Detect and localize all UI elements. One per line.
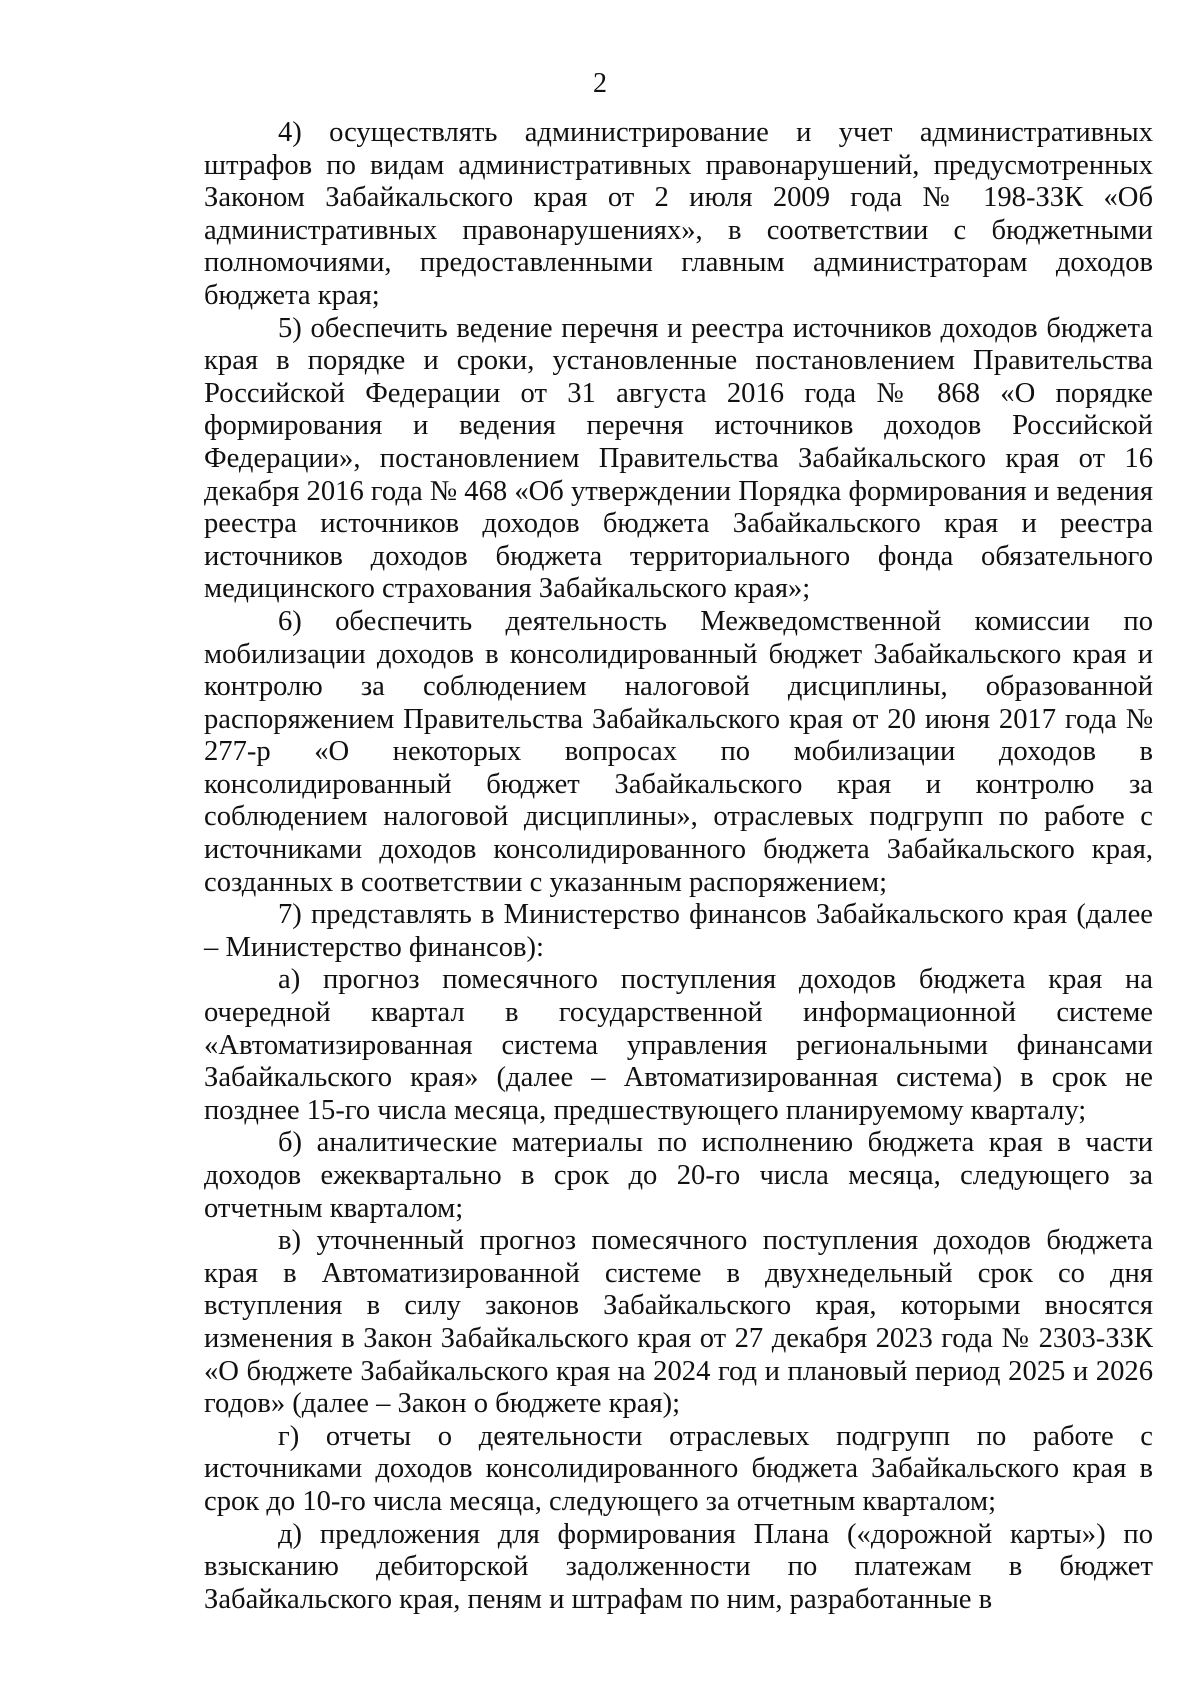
page-number: 2 bbox=[593, 68, 607, 99]
paragraph-subitem-d: д) предложения для формирования Плана («дорожной карты») по взысканию дебиторской задолженности по платежам в бюджет Забайкальского края, пеням и штрафам по ним, разработанные в bbox=[204, 1518, 1153, 1615]
paragraph-item-4: 4) осуществлять администрирование и учет административных штрафов по видам административных правонарушений, предусмотренных Законом Забайкальского края от 2 июля 2009 года № 198-ЗЗК «Об административных правонарушениях», в соответствии с бюджетными полномочиями, предоставленными главным администраторам доходов бюджета края; bbox=[204, 117, 1153, 311]
paragraph-subitem-v: в) уточненный прогноз помесячного поступления доходов бюджета края в Автоматизированной системе в двухнедельный срок со дня вступления в силу законов Забайкальского края, которыми вносятся изменения в Закон Забайкальского края от 27 декабря 2023 года № 2303-ЗЗК «О бюджете Забайкальского края на 2024 год и плановый период 2025 и 2026 годов» (далее – Закон о бюджете края); bbox=[204, 1225, 1153, 1420]
document-body bbox=[204, 117, 1153, 1616]
paragraph-subitem-g: г) отчеты о деятельности отраслевых подгрупп по работе с источниками доходов консолидированного бюджета Забайкальского края в срок до 10-го числа месяца, следующего за отчетным кварталом; bbox=[204, 1420, 1153, 1517]
paragraph-item-7: 7) представлять в Министерство финансов Забайкальского края (далее – Министерство финансов): bbox=[204, 899, 1153, 963]
paragraph-subitem-a: а) прогноз помесячного поступления доходов бюджета края на очередной квартал в государственной информационной системе «Автоматизированная система управления региональными финансами Забайкальского края» (далее – Автоматизированная система) в срок не позднее 15-го числа месяца, предшествующего планируемому кварталу; bbox=[204, 964, 1153, 1126]
paragraph-item-5: 5) обеспечить ведение перечня и реестра источников доходов бюджета края в порядке и сроки, установленные постановлением Правительства Российской Федерации от 31 августа 2016 года № 868 «О порядке формирования и ведения перечня источников доходов Российской Федерации», постановлением Правительства Забайкальского края от 16 декабря 2016 года № 468 «Об утверждении Порядка формирования и ведения реестра источников доходов бюджета Забайкальского края и реестра источников доходов бюджета территориального фонда обязательного медицинского страхования Забайкальского края»; bbox=[204, 312, 1153, 605]
paragraph-item-6: 6) обеспечить деятельность Межведомственной комиссии по мобилизации доходов в консолидированный бюджет Забайкальского края и контролю за соблюдением налоговой дисциплины, образованной распоряжением Правительства Забайкальского края от 20 июня 2017 года № 277-р «О некоторых вопросах по мобилизации доходов в консолидированный бюджет Забайкальского края и контролю за соблюдением налоговой дисциплины», отраслевых подгрупп по работе с источниками доходов консолидированного бюджета Забайкальского края, созданных в соответствии с указанным распоряжением; bbox=[204, 605, 1153, 898]
paragraph-subitem-b: б) аналитические материалы по исполнению бюджета края в части доходов ежеквартально в срок до 20-го числа месяца, следующего за отчетным кварталом; bbox=[204, 1127, 1153, 1224]
